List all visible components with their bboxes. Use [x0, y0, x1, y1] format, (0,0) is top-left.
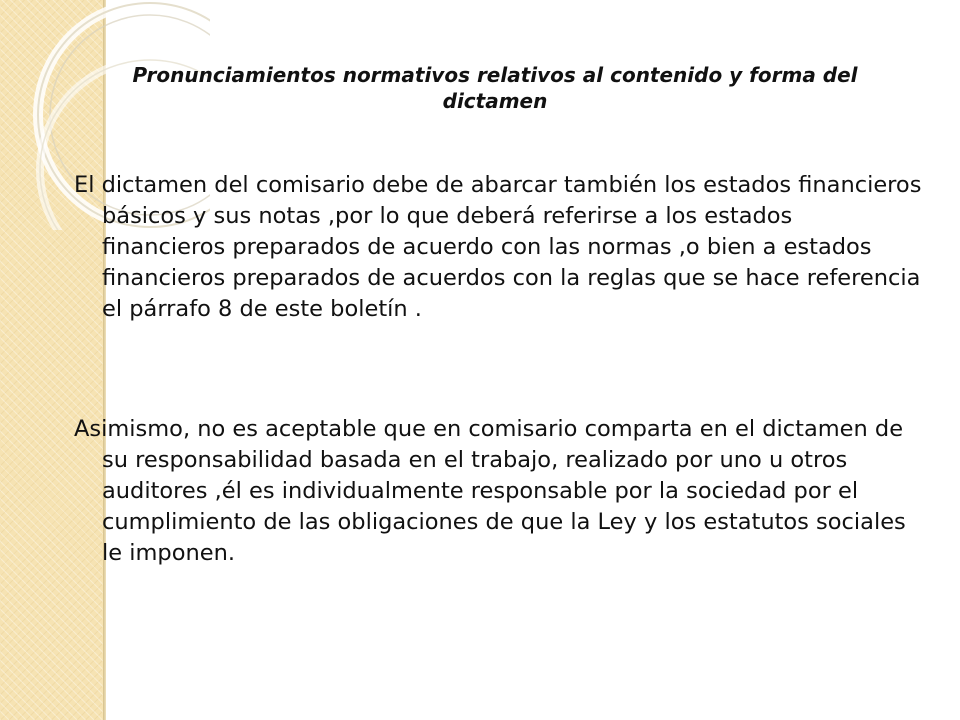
slide-title: Pronunciamientos normativos relativos al contenido y forma del dictamen — [132, 63, 858, 113]
body-paragraph-2: Asimismo, no es aceptable que en comisario comparta en el dictamen de su responsabilidad basada en el trabajo, realizado por uno u otros auditores ,él es individualmente responsable por la sociedad por el cumplimiento de las obligaciones de que la Ley y los estatutos sociales le imponen. — [74, 416, 906, 566]
body-paragraph-1: El dictamen del comisario debe de abarcar también los estados financieros básicos y sus notas ,por lo que deberá referirse a los estados financieros preparados de acuerdo con las normas ,o bien a estados financieros preparados de acuerdos con la reglas que se hace referencia el párrafo 8 de este boletín . — [74, 172, 922, 322]
